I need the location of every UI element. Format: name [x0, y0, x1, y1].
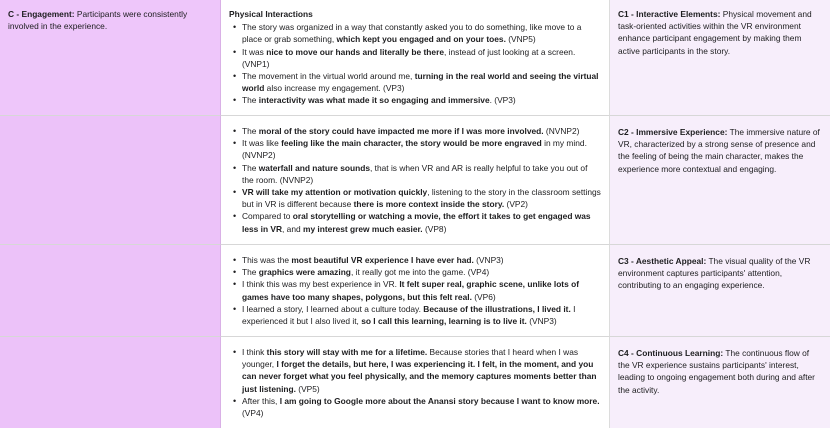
quote-text: (VP5)	[295, 383, 320, 394]
quote-emphasis: most beautiful VR experience I have ever had.	[291, 255, 474, 265]
quote-text: The movement in the virtual world around me,	[242, 71, 415, 82]
quote-emphasis: VR will take my attention or motivation quickly	[242, 187, 428, 198]
quote-text: also increase my engagement. (VP3)	[264, 83, 405, 94]
quote-text: in my mind. (NVNP2)	[242, 138, 587, 161]
quote-text: Compared to	[242, 211, 293, 222]
quote-text: I think this was my best experience in VR.	[242, 279, 400, 290]
quote-text: The	[242, 95, 259, 106]
quote-text: (VP8)	[422, 223, 447, 234]
quotes-cell	[221, 245, 610, 337]
quote-emphasis: so I call this learning, learning is to live it.	[361, 316, 527, 327]
quote-text: The	[242, 162, 259, 173]
quote-emphasis: I forget the details, but here, I was experiencing it. I felt, in the moment, and you can never forget what you feel physically, and the memory captures moments better than just listening.	[242, 359, 597, 394]
quote-item	[242, 254, 601, 266]
quote-text: (VNP5)	[505, 34, 536, 45]
quote-item	[242, 21, 601, 45]
quote-list	[229, 125, 601, 235]
quote-text: . (VP3)	[489, 95, 516, 106]
quote-text: The	[242, 126, 259, 136]
code-cell	[610, 337, 830, 428]
quotes-cell	[221, 116, 610, 245]
quote-list	[229, 346, 601, 419]
quote-list	[229, 254, 601, 327]
theme-label: C - Engagement:	[8, 9, 75, 19]
theme-cell	[0, 337, 221, 428]
quote-text: , listening to the story in the classroom settings but in VR is different because	[242, 187, 601, 210]
quote-emphasis: which kept you engaged and on your toes.	[336, 34, 506, 45]
quote-text: (VP6)	[471, 291, 496, 302]
quote-emphasis: It felt super real, graphic scene, unlike lots of games have too many shapes, polygons, but this felt real.	[242, 279, 579, 302]
quote-text: This was the	[242, 255, 292, 265]
code-label: C3 - Aesthetic Appeal:	[618, 256, 707, 266]
quotes-heading: Physical Interactions	[229, 9, 313, 19]
quote-item	[242, 186, 601, 210]
quote-text: (NVNP2)	[543, 126, 580, 136]
quote-item	[242, 46, 601, 70]
quote-text: After this,	[242, 395, 280, 406]
quote-emphasis: Because of the illustrations, I lived it.	[423, 303, 571, 314]
quote-item	[242, 278, 601, 302]
quote-text: It was	[242, 46, 267, 57]
quote-emphasis: I am going to Google more about the Anansi story because I want to know more.	[279, 395, 600, 406]
quote-emphasis: my interest grew much easier.	[303, 223, 423, 234]
quote-text: , that is when VR and AR is really helpful to take you out of the room. (NVNP2)	[242, 162, 588, 185]
quote-text: (VP2)	[504, 199, 528, 210]
quote-item	[242, 94, 601, 106]
quotes-cell	[221, 0, 610, 116]
code-label: C4 - Continuous Learning:	[618, 348, 724, 358]
code-cell	[610, 116, 830, 245]
quote-text: The story was organized in a way that constantly asked you to do something, like move to a place or grab something,	[242, 22, 582, 45]
quote-item	[242, 303, 601, 327]
code-cell	[610, 245, 830, 337]
theme-text: Participants were consistently involved in the experience.	[8, 9, 188, 32]
quote-emphasis: moral of the story could have impacted me more if I was more involved.	[258, 126, 544, 136]
theme-cell	[0, 245, 221, 337]
quote-text: , and	[282, 223, 303, 234]
quote-emphasis: nice to move our hands and literally be there	[266, 46, 444, 57]
quote-list	[229, 21, 601, 106]
code-label: C1 - Interactive Elements:	[618, 9, 721, 19]
quote-text: (VNP3)	[473, 255, 504, 265]
code-text: Physical movement and task-oriented activities within the VR environment enhance participant engagement by making them active participants in the story.	[618, 9, 812, 56]
quote-text: It was like	[242, 138, 282, 149]
quote-emphasis: turning in the real world and seeing the virtual world	[242, 71, 599, 94]
quote-emphasis: graphics were amazing	[258, 267, 351, 278]
quote-item	[242, 70, 601, 94]
quote-item	[242, 125, 601, 137]
quote-text: The	[242, 267, 259, 278]
quote-text: I learned a story, I learned about a culture today.	[242, 303, 424, 314]
quote-text: I experienced it but I also lived it,	[242, 303, 576, 327]
theme-cell	[0, 116, 221, 245]
quote-item	[242, 137, 601, 161]
quote-text: , it really got me into the game. (VP4)	[350, 267, 490, 278]
quote-emphasis: oral storytelling or watching a movie, the effort it takes to get engaged was less in VR	[242, 211, 591, 234]
quote-text: I think	[242, 347, 267, 357]
code-cell	[610, 0, 830, 116]
quote-item	[242, 266, 601, 278]
quotes-cell	[221, 337, 610, 428]
quote-item	[242, 395, 601, 419]
code-label: C2 - Immersive Experience:	[618, 127, 728, 137]
quote-emphasis: there is more context inside the story.	[353, 199, 505, 210]
quote-text: , instead of just looking at a screen. (VNP1)	[242, 46, 576, 69]
quote-emphasis: waterfall and nature sounds	[258, 162, 370, 173]
quote-text: (VNP3)	[526, 316, 557, 327]
theme-cell	[0, 0, 221, 116]
quote-emphasis: feeling like the main character, the story would be more engraved	[281, 138, 542, 149]
code-text: The continuous flow of the VR experience sustains participants' interest, leading to ongoing engagement both during and after the activity.	[618, 348, 815, 395]
quote-item	[242, 346, 601, 395]
quote-emphasis: this story will stay with me for a lifetime.	[266, 347, 428, 357]
quote-text: (VP4)	[242, 408, 264, 419]
quote-item	[242, 162, 601, 186]
code-text: The visual quality of the VR environment captures participants' attention, contributing to an engaging experience.	[618, 256, 811, 291]
quote-text: Because stories that I heard when I was younger,	[242, 347, 579, 370]
quote-item	[242, 210, 601, 234]
quote-emphasis: interactivity was what made it so engaging and immersive	[258, 95, 490, 106]
code-text: The immersive nature of VR, characterized by a strong sense of presence and the feeling of being the main character, makes the experience more contextual and engaging.	[618, 127, 820, 174]
